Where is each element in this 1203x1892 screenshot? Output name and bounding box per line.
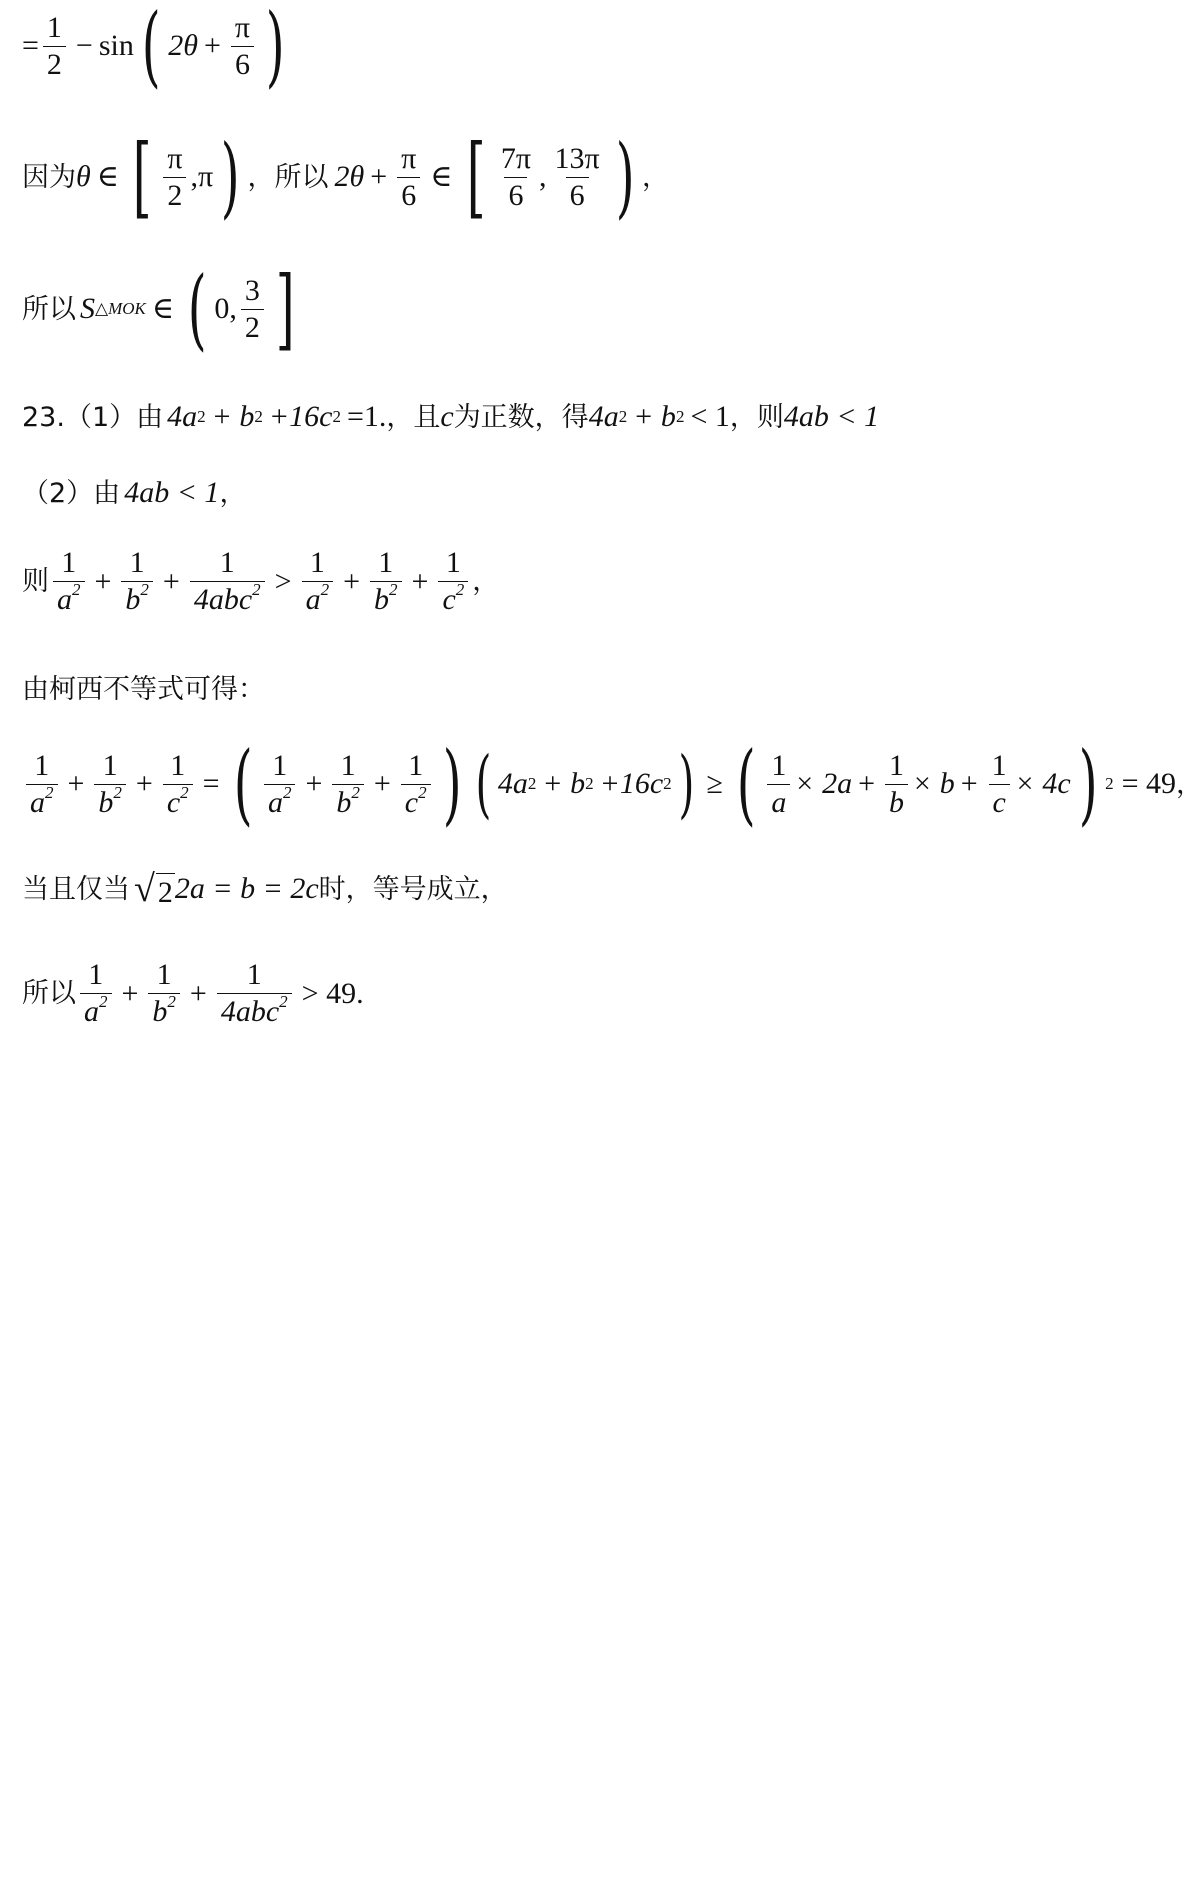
text-positive: 为正数，得 bbox=[453, 401, 589, 433]
denominator-value: c bbox=[166, 785, 181, 819]
superscript: 2 bbox=[140, 580, 149, 599]
superscript: 2 bbox=[72, 580, 81, 599]
numerator: 1 bbox=[61, 546, 77, 579]
fraction-pi-over-6 bbox=[231, 10, 254, 81]
numerator: 1 bbox=[129, 546, 145, 579]
numerator: 1 bbox=[156, 958, 172, 991]
times-2a: × 2a bbox=[794, 767, 853, 800]
numerator: 1 bbox=[246, 958, 262, 991]
numerator: 3 bbox=[244, 273, 260, 307]
superscript: 2 bbox=[113, 782, 122, 802]
theta: θ bbox=[76, 160, 91, 193]
greater-than: > bbox=[274, 564, 292, 598]
denominator bbox=[217, 993, 292, 1027]
superscript: 2 bbox=[282, 782, 292, 802]
left-bracket: [ bbox=[466, 125, 486, 228]
plus-sign: + bbox=[189, 976, 207, 1010]
fraction-pi-over-2 bbox=[163, 141, 186, 212]
fraction-1-over-4abc2 bbox=[217, 960, 292, 1027]
fraction-1-over-a2 bbox=[302, 548, 334, 615]
right-bracket: ] bbox=[275, 257, 295, 360]
plus-sign: + bbox=[203, 29, 221, 62]
fraction-13pi-over-6 bbox=[551, 141, 604, 212]
denominator: c bbox=[989, 784, 1010, 818]
numerator: 1 bbox=[46, 10, 62, 44]
comma: , bbox=[190, 160, 198, 193]
comma-cn: ， bbox=[1176, 768, 1203, 800]
text-because: 因为 bbox=[22, 161, 76, 193]
term-b: + b bbox=[542, 767, 586, 800]
plus-sign: + bbox=[121, 976, 139, 1010]
denominator bbox=[121, 581, 153, 615]
denominator: 2 bbox=[163, 177, 186, 211]
denominator-value: a bbox=[57, 583, 72, 616]
denominator: 6 bbox=[566, 177, 589, 211]
denominator bbox=[332, 784, 364, 818]
plus-sign: + bbox=[343, 564, 361, 598]
sqrt-2 bbox=[134, 870, 175, 908]
fraction-1-over-b2 bbox=[370, 548, 402, 615]
fraction-1-over-b bbox=[885, 748, 908, 819]
term-16c: +16c bbox=[268, 400, 333, 433]
times-b: × b bbox=[912, 767, 955, 800]
denominator bbox=[53, 581, 85, 615]
superscript: 2 bbox=[389, 580, 398, 599]
denominator bbox=[401, 784, 431, 818]
denominator bbox=[80, 993, 112, 1027]
denominator: 6 bbox=[231, 46, 254, 80]
text-equality-holds: 时，等号成立， bbox=[318, 873, 508, 905]
denominator-value: b bbox=[374, 583, 390, 616]
numerator: 1 bbox=[170, 748, 186, 782]
numerator: 1 bbox=[272, 748, 288, 782]
var-c: c bbox=[440, 400, 454, 433]
zero: 0, bbox=[214, 292, 237, 325]
numerator: 1 bbox=[378, 546, 394, 579]
fraction-1-over-c bbox=[988, 748, 1011, 819]
denominator bbox=[26, 784, 58, 818]
equation-line-4: 23.（1）由 4a 2 + b 2 +16c 2 =1. ，且 c 为正数，得 4a 2 + b 2 < 1 ，则 4ab < 1 bbox=[22, 400, 880, 433]
right-paren: ) bbox=[442, 732, 462, 835]
denominator-value: a bbox=[84, 995, 99, 1028]
denominator-value: b bbox=[125, 583, 141, 616]
left-paren: ( bbox=[475, 741, 492, 827]
fraction-pi-over-6 bbox=[397, 141, 420, 212]
denominator bbox=[94, 784, 126, 818]
superscript: 2 bbox=[351, 782, 360, 802]
fraction-1-over-b2 bbox=[332, 748, 364, 819]
equation-line-9 bbox=[22, 870, 508, 908]
fraction-7pi-over-6 bbox=[497, 141, 535, 212]
less-than-one: < 1 bbox=[690, 400, 730, 433]
equation-line-6 bbox=[22, 548, 499, 615]
text-part2: （2）由 bbox=[22, 477, 121, 509]
right-paren: ) bbox=[678, 741, 695, 827]
superscript: 2 bbox=[252, 580, 261, 599]
fraction-1-over-a2 bbox=[80, 960, 112, 1027]
term-b: + b bbox=[633, 400, 676, 433]
comma: , bbox=[539, 160, 547, 193]
numerator: 1 bbox=[889, 748, 904, 782]
equals-sign: = bbox=[22, 29, 39, 62]
left-paren: ( bbox=[233, 732, 253, 835]
term-4a: 4a bbox=[588, 400, 619, 433]
denominator-value: c bbox=[442, 583, 456, 616]
area-symbol: S bbox=[80, 292, 95, 325]
text-then: 则 bbox=[22, 566, 49, 597]
denominator-value: c bbox=[404, 785, 419, 819]
fraction-1-over-c2 bbox=[401, 748, 431, 819]
two-theta: 2θ bbox=[334, 160, 365, 193]
equals-sign: = bbox=[202, 767, 220, 800]
two-theta: 2θ bbox=[168, 29, 198, 62]
comma-cn: ， bbox=[642, 161, 670, 193]
numerator: 1 bbox=[771, 748, 787, 782]
numerator: 1 bbox=[991, 748, 1007, 782]
greater-equal: ≥ bbox=[706, 767, 723, 800]
denominator: 6 bbox=[397, 177, 420, 211]
superscript: 2 bbox=[320, 580, 330, 599]
plus-sign: + bbox=[858, 767, 875, 800]
text-then: ，则 bbox=[729, 401, 784, 433]
numerator: 7π bbox=[500, 141, 532, 175]
denominator: 2 bbox=[241, 309, 264, 343]
numerator: 1 bbox=[34, 748, 50, 782]
plus-sign: + bbox=[373, 767, 391, 800]
text-therefore: 所以 bbox=[22, 978, 76, 1009]
text-and: ，且 bbox=[386, 401, 441, 433]
equation-line-10 bbox=[22, 960, 364, 1027]
superscript: 2 bbox=[180, 782, 189, 802]
text-cauchy: 由柯西不等式可得： bbox=[22, 674, 265, 705]
fraction-1-over-c2 bbox=[163, 748, 193, 819]
minus-sign: − bbox=[75, 29, 93, 62]
denominator-value: b bbox=[98, 785, 114, 819]
inequality-4ab: 4ab < 1 bbox=[783, 400, 880, 433]
inequality-4ab: 4ab < 1 bbox=[124, 476, 220, 509]
plus-sign: + bbox=[94, 564, 112, 598]
right-paren: ) bbox=[265, 0, 285, 97]
denominator bbox=[264, 784, 296, 818]
numerator: 13π bbox=[554, 141, 600, 175]
fraction-3-over-2 bbox=[241, 273, 264, 344]
fraction-1-over-4abc2 bbox=[190, 548, 265, 615]
denominator bbox=[163, 784, 193, 818]
denominator: a bbox=[767, 784, 790, 818]
text-iff: 当且仅当 bbox=[22, 873, 130, 905]
term-b: + b bbox=[211, 400, 255, 433]
superscript: 2 bbox=[167, 992, 176, 1011]
plus-sign: + bbox=[370, 160, 388, 193]
fraction-1-over-a2 bbox=[26, 748, 58, 819]
denominator-value: a bbox=[30, 785, 45, 819]
right-paren: ) bbox=[220, 125, 240, 228]
plus-sign: + bbox=[162, 564, 180, 598]
left-paren: ( bbox=[141, 0, 161, 97]
numerator: 1 bbox=[88, 958, 104, 991]
numerator: π bbox=[234, 10, 251, 44]
superscript: 2 bbox=[455, 580, 465, 599]
denominator-value: 4abc bbox=[193, 583, 253, 616]
equation-line-3: 所以 S △MOK ∈ ( 0, $\frac{3}{2}$ ] bbox=[22, 257, 295, 360]
fraction-1-over-b2 bbox=[94, 748, 126, 819]
equation-line-8: $\frac{1}{a^2}$ + $\frac{1}{b^2}$ + $\frac{1}{c^2}$ = ( $\frac{1}{a^2}$ + $\frac{1}{b^2}$ + $\frac{1}{c^2}$ ) ( 4a 2 + b 2 +16c 2 ) ≥ ( $\frac{1}{a}$ × 2a + $\frac{1}{b}$ × b + $\frac{1}{c}$ × 4c ) 2 = 49 ， bbox=[22, 740, 1203, 828]
equation-line-5 bbox=[22, 478, 246, 508]
denominator: 2 bbox=[43, 46, 66, 80]
fraction-1-over-a2 bbox=[53, 548, 85, 615]
term-16c: +16c bbox=[599, 767, 664, 800]
denominator bbox=[302, 581, 334, 615]
superscript: 2 bbox=[418, 782, 427, 802]
equality-condition: 2a = b = 2c bbox=[174, 872, 319, 905]
numerator: 1 bbox=[219, 546, 235, 579]
element-of: ∈ bbox=[430, 160, 453, 193]
radicand: 2 bbox=[156, 873, 175, 908]
fraction-1-over-a2 bbox=[264, 748, 296, 819]
numerator: 1 bbox=[340, 748, 356, 782]
fraction-1-over-b2 bbox=[121, 548, 153, 615]
denominator bbox=[370, 581, 402, 615]
plus-sign: + bbox=[135, 767, 153, 800]
numerator: 1 bbox=[309, 546, 325, 579]
element-of: ∈ bbox=[151, 292, 175, 325]
equals-49: = 49 bbox=[1121, 767, 1176, 800]
denominator-value: b bbox=[152, 995, 168, 1028]
fraction-1-over-a bbox=[767, 748, 790, 819]
numerator: π bbox=[167, 141, 183, 175]
superscript: 2 bbox=[99, 992, 108, 1011]
equation-line-2 bbox=[22, 125, 670, 228]
equation-line-1 bbox=[22, 0, 292, 97]
right-paren: ) bbox=[1078, 732, 1098, 835]
denominator-value: 4abc bbox=[220, 995, 280, 1028]
denominator bbox=[148, 993, 180, 1027]
text-therefore: 所以 bbox=[22, 293, 76, 325]
plus-sign: + bbox=[67, 767, 85, 800]
numerator: 1 bbox=[102, 748, 118, 782]
comma-cn: ， bbox=[219, 477, 247, 509]
times-4c: × 4c bbox=[1014, 767, 1071, 800]
fraction-one-half bbox=[43, 10, 66, 81]
left-paren: ( bbox=[187, 257, 207, 360]
term-4a: 4a bbox=[497, 767, 528, 800]
right-paren: ) bbox=[615, 125, 635, 228]
plus-sign: + bbox=[411, 564, 429, 598]
text-therefore: ，所以 bbox=[247, 161, 329, 193]
superscript: 2 bbox=[279, 992, 288, 1011]
term-4a: 4a bbox=[167, 400, 198, 433]
plus-sign: + bbox=[305, 767, 323, 800]
denominator: b bbox=[885, 784, 908, 818]
numerator: 1 bbox=[445, 546, 461, 579]
text-23-part1: 23.（1）由 bbox=[22, 401, 164, 433]
denominator bbox=[190, 581, 265, 615]
denominator bbox=[438, 581, 468, 615]
equals-one: =1. bbox=[346, 400, 387, 433]
left-bracket: [ bbox=[132, 125, 152, 228]
left-paren: ( bbox=[736, 732, 756, 835]
pi: π bbox=[197, 160, 214, 193]
plus-sign: + bbox=[960, 767, 978, 800]
superscript: 2 bbox=[45, 782, 54, 802]
numerator: π bbox=[401, 141, 417, 175]
greater-than-49: > 49. bbox=[301, 976, 364, 1010]
fraction-1-over-c2 bbox=[438, 548, 468, 615]
denominator-value: a bbox=[267, 785, 283, 819]
denominator-value: a bbox=[305, 583, 321, 616]
comma-cn: ， bbox=[472, 566, 500, 597]
denominator-value: b bbox=[336, 785, 352, 819]
equation-line-7 bbox=[22, 676, 265, 703]
radical-sign-icon: √ bbox=[134, 868, 155, 910]
fraction-1-over-b2 bbox=[148, 960, 180, 1027]
element-of: ∈ bbox=[96, 160, 119, 193]
sin-function: sin bbox=[98, 29, 134, 62]
denominator: 6 bbox=[504, 177, 527, 211]
numerator: 1 bbox=[408, 748, 424, 782]
